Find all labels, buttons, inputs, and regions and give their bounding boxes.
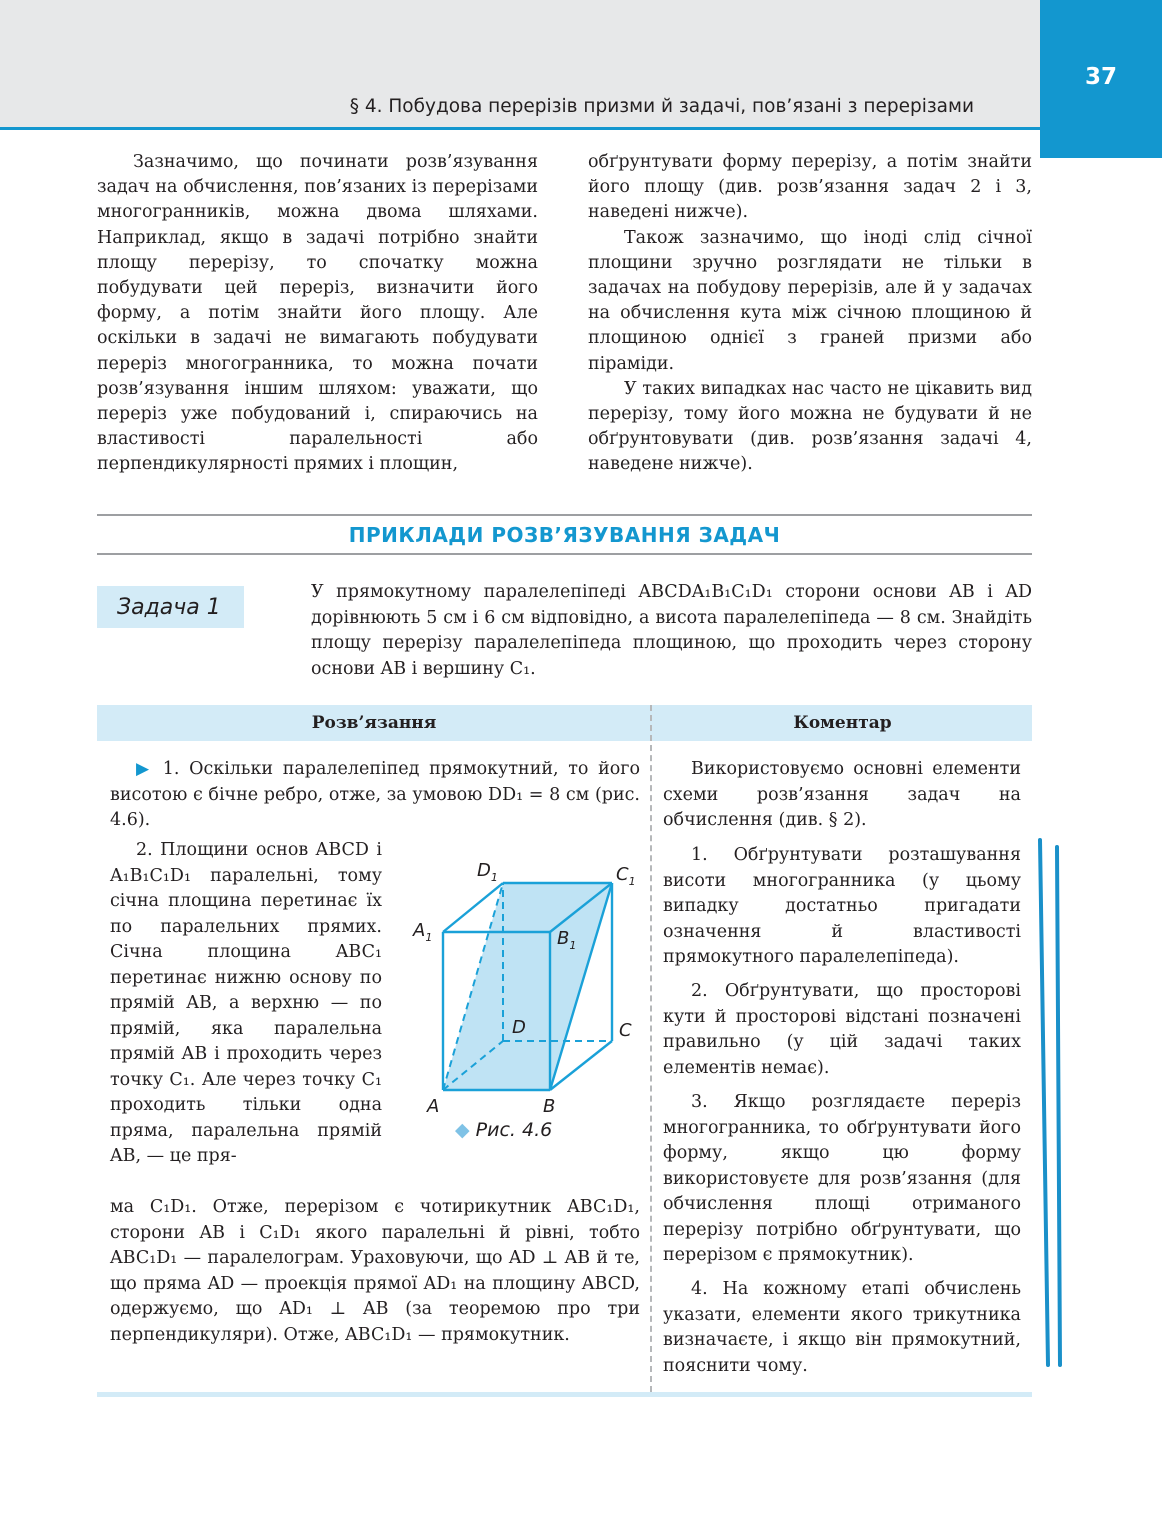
section-rule-bottom: [97, 553, 1032, 555]
solution-step-1: [110, 757, 640, 834]
label-C1: $C_1$: [616, 864, 636, 888]
intro-right-column: [588, 150, 1032, 478]
task-label: Задача 1: [97, 586, 244, 628]
page-number: 37: [1040, 0, 1162, 158]
pen-marks: [1030, 835, 1070, 1375]
solution-step-2-wrap: 2. Площини основ ABCD і A₁B₁C₁D₁ паралельні, тому січна площина перетинає їх по паралельних прямих. Січна площина ABC₁ перетинає нижню основу по прямій AB, а верхню — по прямій, яка паралельна прямій AB і проходить через точку C₁. Але через точку C₁ проходить тільки одна пряма, паралельна прямій AB, — це пря-: [110, 840, 382, 1166]
section-title: ПРИКЛАДИ РОЗВ’ЯЗУВАННЯ ЗАДАЧ: [348, 523, 781, 547]
figure-caption-text: Рис. 4.6: [475, 1119, 553, 1141]
intro-left-column: [97, 150, 538, 478]
solution-header: Розв’язання: [311, 713, 437, 733]
parallelepiped-figure: [405, 850, 645, 1150]
label-D1: $D_1$: [477, 860, 498, 884]
column-divider: [650, 705, 652, 1392]
diamond-icon: ◆: [455, 1119, 470, 1141]
solution-step-1-text: 1. Оскільки паралелепіпед прямокутний, то його висотою є бічне ребро, отже, за умовою DD₁ = 8 см (рис. 4.6).: [110, 759, 640, 830]
comment-step-3: 3. Якщо розглядаєте переріз многогранника, то обґрунтувати його форму, якщо цю форму використовуєте для розв’язання (для обчислення площі отриманого перерізу потрібно обґрунтувати, що перерізом є прямокутник).: [663, 1092, 1021, 1265]
label-D: D: [512, 1017, 526, 1038]
header-rule: [0, 127, 1040, 130]
comment-step-1: 1. Обґрунтувати розташування висоти многогранника (у цьому випадку достатньо пригадати означення й властивості прямокутного паралелепіпеда).: [663, 845, 1021, 967]
label-C: C: [619, 1020, 632, 1041]
table-bottom-rule: [97, 1392, 1032, 1397]
intro-paragraph: обґрунтувати форму перерізу, а потім знайти його площу (див. розв’язання задач 2 і 3, наведені нижче).: [588, 152, 1032, 223]
section-plane: [443, 883, 612, 1090]
table-header: [97, 705, 1032, 741]
solution-step-2-cont: ма C₁D₁. Отже, перерізом є чотирикутник ABC₁D₁, сторони AB і C₁D₁ якого паралельні й рівні, тобто ABC₁D₁ — паралелограм. Ураховуючи, що AD ⊥ AB й те, що пряма AD — проекція прямої AD₁ на площину ABCD, одержуємо, що AD₁ ⊥ AB (за теоремою про три перпендикуляри). Отже, ABC₁D₁ — прямокутник.: [110, 1197, 640, 1345]
comment-intro: Використовуємо основні елементи схеми розв’язання задач на обчислення (див. § 2).: [663, 759, 1021, 830]
label-A1: $A_1$: [413, 920, 433, 944]
play-marker-icon: ▶: [136, 759, 154, 779]
intro-paragraph: Також зазначимо, що іноді слід січної площини зручно розглядати не тільки в задачах на побудову перерізів, але й у задачах на обчислення кута між січною площиною й площиною однієї з граней призми або піраміди.: [588, 227, 1032, 374]
label-B1: $B_1$: [557, 928, 577, 952]
figure-caption: [455, 1119, 552, 1141]
label-A: A: [427, 1096, 440, 1117]
comment-header: Коментар: [793, 713, 892, 733]
comment-step-4: 4. На кожному етапі обчислень указати, елементи якого трикутника визначаєте, і якщо він прямокутний, пояснити чому.: [663, 1279, 1021, 1376]
intro-paragraph: У таких випадках нас часто не цікавить вид перерізу, тому його можна не будувати й не обґрунтовувати (див. розв’язання задачі 4, наведене нижче).: [588, 378, 1032, 475]
label-B: B: [543, 1096, 556, 1117]
task-statement: У прямокутному паралелепіпеді ABCDA₁B₁C₁D₁ сторони основи AB і AD дорівнюють 5 см і 6 см відповідно, а висота паралелепіпеда — 8 см. Знайдіть площу перерізу паралелепіпеда площиною, що проходить через сторону основи AB і вершину C₁.: [311, 582, 1032, 679]
running-title: § 4. Побудова перерізів призми й задачі, пов’язані з перерізами: [349, 96, 974, 117]
intro-paragraph: Зазначимо, що починати розв’язування задач на обчислення, пов’язаних із перерізами многогранників, можна двома шляхами. Наприклад, якщо в задачі потрібно знайти площу перерізу, то спочатку можна побудувати цей переріз, визначити його форму, а потім знайти його площу. Але оскільки в задачі не вимагають побудувати переріз многогранника, то можна почати розв’язування іншим шляхом: уважати, що переріз уже побудований і, спираючись на властивості паралельності або перпендикулярності прямих і площин,: [97, 152, 538, 475]
section-rule-top: [97, 514, 1032, 516]
comment-step-2: 2. Обґрунтувати, що просторові кути й просторові відстані позначені правильно (у цій задачі таких елементів немає).: [663, 981, 1021, 1078]
